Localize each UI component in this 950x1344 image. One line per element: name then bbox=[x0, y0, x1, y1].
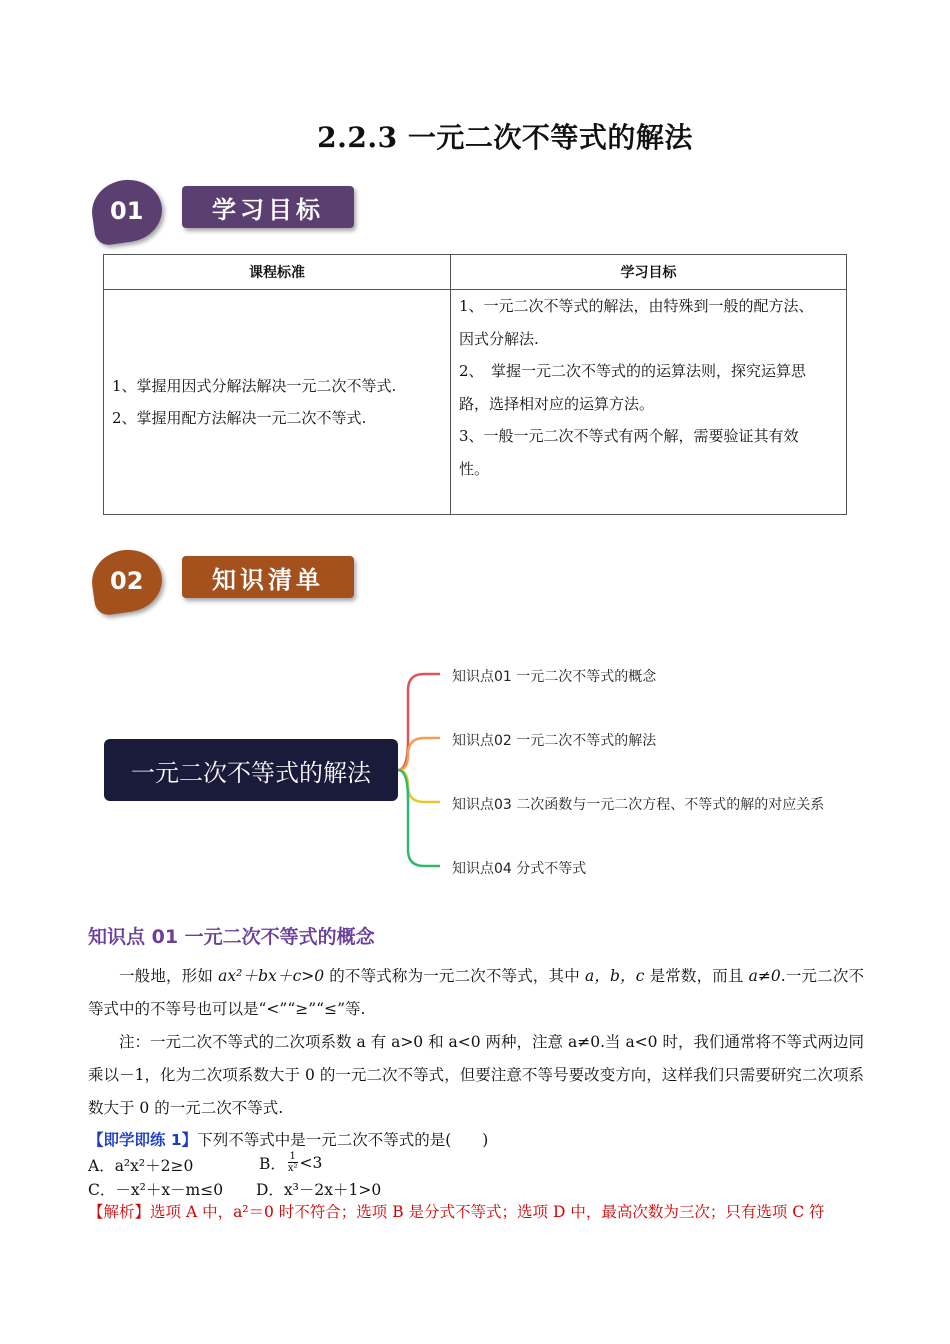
section-label-badge: 知识清单 bbox=[182, 556, 354, 598]
goal-line: 因式分解法. bbox=[459, 329, 539, 348]
table-header-goals: 学习目标 bbox=[451, 255, 847, 290]
goal-line: 1、一元二次不等式的解法，由特殊到一般的配方法、 bbox=[459, 297, 814, 315]
page-title: 2.2.3 一元二次不等式的解法 bbox=[317, 121, 693, 154]
exercise-question: 【即学即练 1】下列不等式中是一元二次不等式的是( ) bbox=[88, 1131, 489, 1149]
option-c: C．－x²＋x－m≤0 bbox=[88, 1181, 224, 1199]
exercise-tag: 【即学即练 1】 bbox=[88, 1131, 198, 1149]
mindmap-branch: 知识点01 一元二次不等式的概念 bbox=[452, 669, 657, 685]
option-a: A．a²x²＋2≥0 bbox=[88, 1157, 194, 1175]
mindmap-branch: 知识点02 一元二次不等式的解法 bbox=[452, 733, 657, 749]
mindmap-branch: 知识点03 二次函数与一元二次方程、不等式的解的对应关系 bbox=[452, 797, 825, 813]
mindmap-root: 一元二次不等式的解法 bbox=[104, 739, 398, 801]
goal-line: 3、一般一元二次不等式有两个解，需要验证其有效 bbox=[459, 427, 799, 445]
section-number-badge: 01 bbox=[88, 175, 166, 246]
goal-line: 路，选择相对应的运算方法。 bbox=[459, 394, 655, 413]
standard-line: 2、掌握用配方法解决一元二次不等式. bbox=[112, 409, 367, 427]
table-header-standard: 课程标准 bbox=[104, 255, 451, 290]
fraction: 1 x² bbox=[287, 1151, 298, 1174]
option-d: D．x³－2x＋1>0 bbox=[256, 1181, 382, 1199]
goal-line: 2、 掌握一元二次不等式的的运算法则，探究运算思 bbox=[459, 362, 807, 380]
goal-line: 性。 bbox=[459, 459, 490, 478]
mindmap-branch: 知识点04 分式不等式 bbox=[452, 861, 587, 877]
section-number-badge: 02 bbox=[88, 545, 166, 616]
option-b: B． 1 x² <3 bbox=[259, 1151, 323, 1174]
analysis-text: 【解析】选项 A 中，a²＝0 时不符合；选项 B 是分式不等式；选项 D 中，最高次数为三次；只有选项 C 符 bbox=[88, 1203, 825, 1221]
paragraph-definition: 一般地，形如 ax²＋bx＋c>0 的不等式称为一元二次不等式，其中 a，b，c 是常数，而且 a≠0.一元二次不等式中的不等号也可以是“<”“≥”“≤”等. bbox=[88, 967, 865, 1018]
section-heading: 知识点 01 一元二次不等式的概念 bbox=[88, 926, 375, 948]
paragraph-note: 注：一元二次不等式的二次项系数 a 有 a>0 和 a<0 两种，注意 a≠0.当 a<0 时，我们通常将不等式两边同乘以－1，化为二次项系数大于 0 的一元二次不等式，但要注意不等号要改变方向，这样我们只需要研究二次项系数大于 0 的一元二次不等式. bbox=[88, 1033, 864, 1117]
analysis-tag: 【解析】 bbox=[88, 1203, 151, 1221]
standard-line: 1、掌握用因式分解法解决一元二次不等式. bbox=[112, 377, 397, 395]
section-label-badge: 学习目标 bbox=[182, 186, 354, 228]
